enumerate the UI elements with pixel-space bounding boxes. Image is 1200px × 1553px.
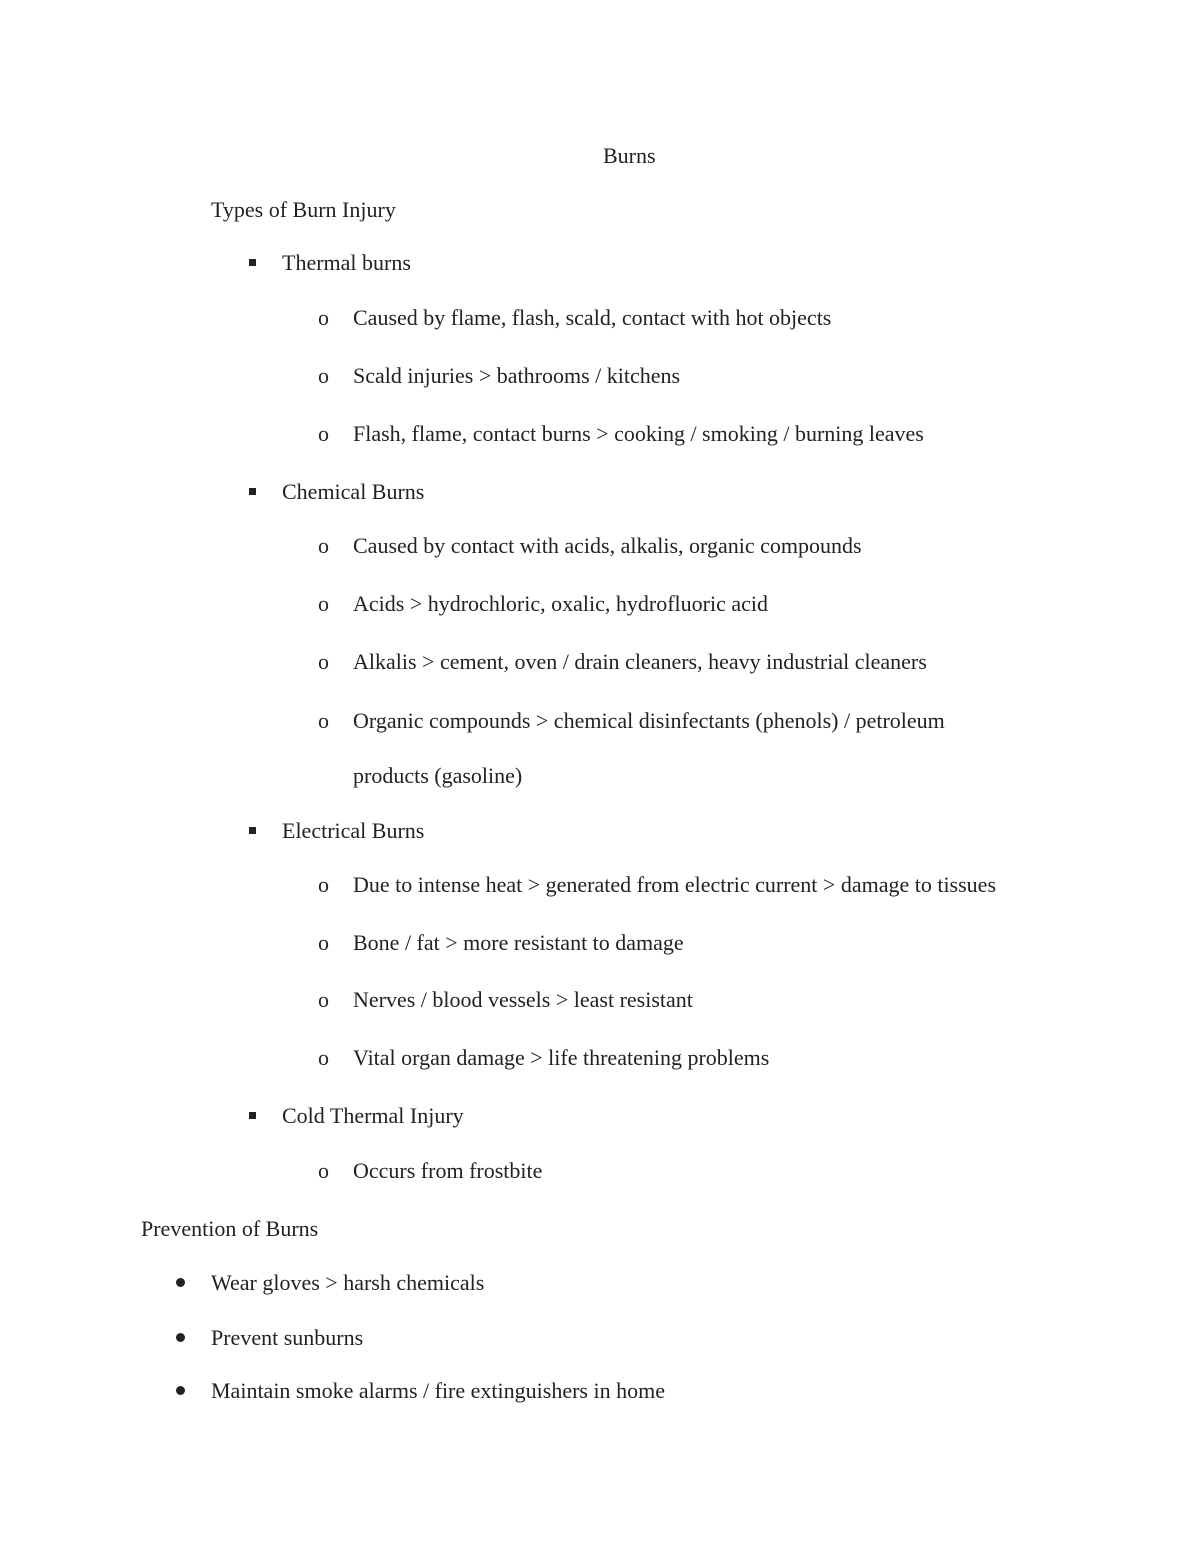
round-bullet-icon bbox=[176, 1386, 185, 1395]
circle-bullet-icon: o bbox=[318, 708, 329, 733]
circle-bullet-icon: o bbox=[318, 649, 329, 674]
circle-bullet-icon: o bbox=[318, 872, 329, 897]
list-item: Scald injuries > bathrooms / kitchens bbox=[353, 363, 681, 388]
group-label-cold: Cold Thermal Injury bbox=[282, 1103, 464, 1128]
list-item: Caused by flame, flash, scald, contact with hot objects bbox=[353, 305, 832, 330]
list-item: Caused by contact with acids, alkalis, organic compounds bbox=[353, 533, 862, 558]
circle-bullet-icon: o bbox=[318, 363, 329, 388]
square-bullet-icon bbox=[249, 259, 256, 266]
circle-bullet-icon: o bbox=[318, 1158, 329, 1183]
square-bullet-icon bbox=[249, 488, 256, 495]
list-item: Acids > hydrochloric, oxalic, hydrofluoric acid bbox=[353, 591, 769, 616]
list-item: Occurs from frostbite bbox=[353, 1158, 543, 1183]
square-bullet-icon bbox=[249, 1112, 256, 1119]
list-item-continuation: products (gasoline) bbox=[353, 763, 523, 788]
circle-bullet-icon: o bbox=[318, 533, 329, 558]
section-heading-prevention: Prevention of Burns bbox=[141, 1216, 319, 1241]
list-item: Due to intense heat > generated from electric current > damage to tissues bbox=[353, 872, 997, 897]
group-label-thermal: Thermal burns bbox=[282, 250, 411, 275]
list-item: Vital organ damage > life threatening problems bbox=[353, 1045, 770, 1070]
list-item: Flash, flame, contact burns > cooking / smoking / burning leaves bbox=[353, 421, 924, 446]
section-heading-types: Types of Burn Injury bbox=[211, 197, 396, 222]
document-title: Burns bbox=[603, 143, 656, 168]
list-item: Maintain smoke alarms / fire extinguishers in home bbox=[211, 1378, 665, 1403]
list-item: Prevent sunburns bbox=[211, 1325, 364, 1350]
list-item: Nerves / blood vessels > least resistant bbox=[353, 987, 693, 1012]
square-bullet-icon bbox=[249, 827, 256, 834]
list-item: Wear gloves > harsh chemicals bbox=[211, 1270, 485, 1295]
circle-bullet-icon: o bbox=[318, 1045, 329, 1070]
circle-bullet-icon: o bbox=[318, 987, 329, 1012]
group-label-chemical: Chemical Burns bbox=[282, 479, 425, 504]
circle-bullet-icon: o bbox=[318, 421, 329, 446]
group-label-electrical: Electrical Burns bbox=[282, 818, 425, 843]
round-bullet-icon bbox=[176, 1333, 185, 1342]
list-item: Bone / fat > more resistant to damage bbox=[353, 930, 684, 955]
round-bullet-icon bbox=[176, 1278, 185, 1287]
list-item: Organic compounds > chemical disinfectants (phenols) / petroleum bbox=[353, 708, 945, 733]
circle-bullet-icon: o bbox=[318, 305, 329, 330]
circle-bullet-icon: o bbox=[318, 930, 329, 955]
circle-bullet-icon: o bbox=[318, 591, 329, 616]
list-item: Alkalis > cement, oven / drain cleaners, heavy industrial cleaners bbox=[353, 649, 927, 674]
